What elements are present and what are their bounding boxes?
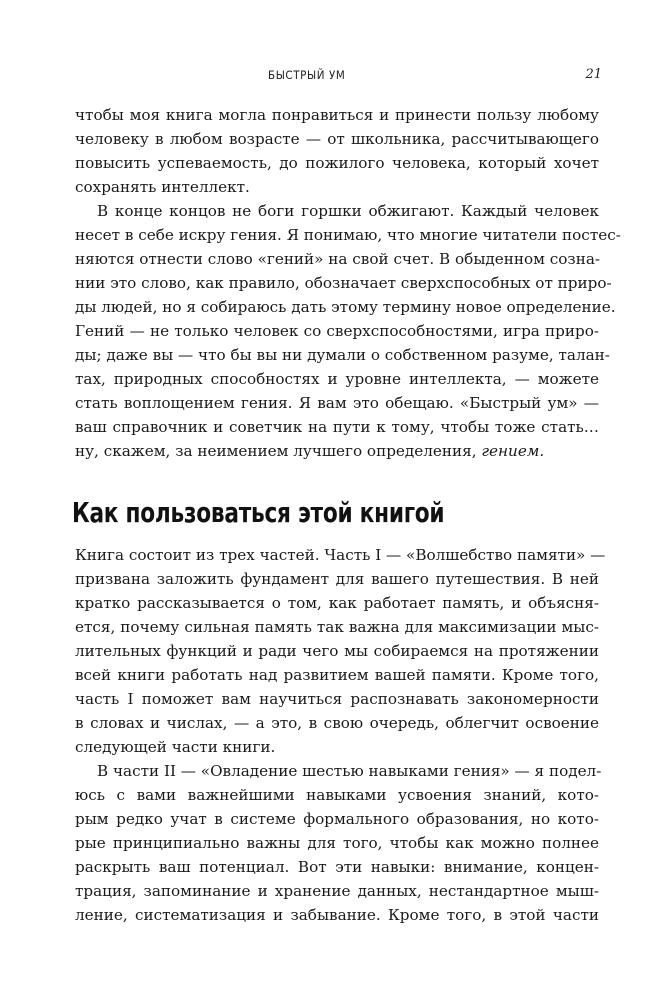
text-line: ваш справочник и советчик на пути к тому, чтобы тоже стать… [75,418,599,436]
text-line: кратко рассказывается о том, как работает память, и объясня- [75,594,599,612]
text-line: ды людей, но я собираюсь дать этому термину новое определение. [75,298,616,316]
text-line: ды; даже вы — что бы вы ни думали о собственном разуме, талан- [75,346,610,364]
text-line: Гений — не только человек со сверхспособностями, игра приро- [75,322,599,340]
text-line: няются отнести слово «гений» на свой счет. В обыденном созна- [75,250,601,268]
text-line: Книга состоит из трех частей. Часть I — «Волшебство памяти» — [75,546,606,564]
text-line: часть I поможет вам научиться распознавать закономерности [75,690,599,708]
text-line: всей книги работать над развитием вашей памяти. Кроме того, [75,666,599,684]
text-line: призвана заложить фундамент для вашего путешествия. В ней [75,570,599,588]
emphasis-word: гением. [481,442,545,460]
text-line: стать воплощением гения. Я вам это обещаю. «Быстрый ум» — [75,394,599,412]
text-block-bottom [75,543,606,927]
text-line: несет в себе искру гения. Я понимаю, что многие читатели постес- [75,226,621,244]
text-line: юсь с вами важнейшими навыками усвоения знаний, кото- [75,786,599,804]
text-line: следующей части книги. [75,738,276,756]
text-line: В части II — «Овладение шестью навыками гения» — я подел- [97,762,602,780]
page-number: 21 [585,67,602,82]
text-line: лительных функций и ради чего мы собираемся на протяжении [75,642,599,660]
section-heading: Как пользоваться этой книгой [72,496,445,529]
text-line: рые принципиально важны для того, чтобы как можно полнее [75,834,599,852]
text-line: сохранять интеллект. [75,178,250,196]
running-head: БЫСТРЫЙ УМ [268,68,346,82]
text-line: чтобы моя книга могла понравиться и принести пользу любому [75,106,599,124]
text-line: ление, систематизация и забывание. Кроме того, в этой части [75,906,599,924]
text-line: ется, почему сильная память так важна для максимизации мыс- [75,618,599,636]
text-line: в словах и числах, — а это, в свою очередь, облегчит освоение [75,714,599,732]
text-line: трация, запоминание и хранение данных, нестандартное мыш- [75,882,599,900]
text-line: повысить успеваемость, до пожилого человека, который хочет [75,154,599,172]
text-line: В конце концов не боги горшки обжигают. Каждый человек [97,202,599,220]
text-line: человеку в любом возрасте — от школьника, рассчитывающего [75,130,599,148]
text-line [75,439,599,463]
text-line: рым редко учат в системе формального образования, но кото- [75,810,599,828]
text-run: ну, скажем, за неимением лучшего определения, [75,442,482,460]
text-line: тах, природных способностях и уровне интеллекта, — можете [75,370,599,388]
text-line: нии это слово, как правило, обозначает сверхспособных от приро- [75,274,612,292]
text-block-top [75,103,621,463]
text-line: раскрыть ваш потенциал. Вот эти навыки: внимание, концен- [75,858,599,876]
